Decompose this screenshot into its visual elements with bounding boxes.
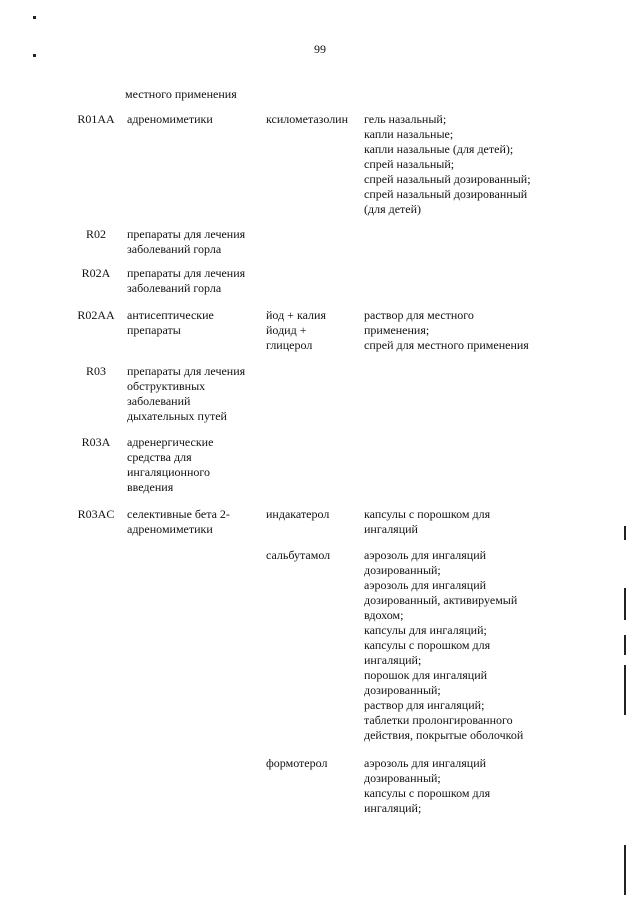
group-line: дыхательных путей [127, 409, 227, 423]
dosage-forms [364, 112, 564, 217]
atc-code: R03AC [77, 507, 115, 521]
form-line: гель назальный; [364, 112, 447, 126]
scan-edge-mark-2 [624, 588, 626, 620]
scan-dot-top [33, 16, 36, 19]
group-name [127, 112, 262, 127]
form-line: спрей назальный дозированный [364, 187, 528, 201]
group-line: средства для [127, 450, 192, 464]
form-line: аэрозоль для ингаляций [364, 756, 487, 770]
group-line: заболеваний [127, 394, 191, 408]
drug-line: йодид + [266, 323, 307, 337]
group-name [127, 266, 262, 296]
form-line: вдохом; [364, 608, 404, 622]
drug-line: йод + калия [266, 308, 326, 322]
group-line: обструктивных [127, 379, 206, 393]
form-line: раствор для ингаляций; [364, 698, 485, 712]
form-line: капсулы с порошком для [364, 786, 491, 800]
drug-line: формотерол [266, 756, 328, 770]
group-line: заболеваний горла [127, 242, 222, 256]
group-line: ингаляционного [127, 465, 211, 479]
form-line: действия, покрытые оболочкой [364, 728, 524, 742]
drug-name [266, 756, 362, 771]
group-name [127, 507, 262, 537]
group-name [127, 308, 262, 338]
group-name [127, 435, 262, 495]
group-line: препараты [127, 323, 181, 337]
atc-code: R03A [81, 435, 111, 449]
form-line: ингаляций [364, 522, 418, 536]
form-line: дозированный; [364, 771, 441, 785]
group-line: адренергические [127, 435, 214, 449]
atc-code: R02AA [77, 308, 115, 322]
drug-line: ксилометазолин [266, 112, 349, 126]
form-line: капли назальные (для детей); [364, 142, 514, 156]
form-line: порошок для ингаляций [364, 668, 488, 682]
form-line: (для детей) [364, 202, 422, 216]
scan-edge-mark-3 [624, 635, 626, 655]
group-line: адреномиметики [127, 112, 213, 126]
group-line: препараты для лечения [127, 364, 246, 378]
group-line: антисептические [127, 308, 214, 322]
dosage-forms [364, 548, 564, 743]
form-line: аэрозоль для ингаляций [364, 578, 487, 592]
drug-name [266, 112, 362, 127]
drug-line: глицерол [266, 338, 313, 352]
atc-code: R02 [85, 227, 106, 241]
form-line: спрей для местного применения [364, 338, 529, 352]
form-line: дозированный; [364, 683, 441, 697]
form-line: капсулы для ингаляций; [364, 623, 487, 637]
form-line: дозированный; [364, 563, 441, 577]
form-line: таблетки пролонгированного [364, 713, 513, 727]
form-line: применения; [364, 323, 430, 337]
group-line: введения [127, 480, 174, 494]
page-number: 99 [314, 42, 326, 56]
form-line: капсулы с порошком для [364, 507, 491, 521]
form-line: дозированный, активируемый [364, 593, 518, 607]
atc-code: R03 [85, 364, 106, 378]
form-line: спрей назальный дозированный; [364, 172, 531, 186]
group-line: селективные бета 2- [127, 507, 230, 521]
dosage-forms [364, 756, 564, 816]
scan-edge-mark-5 [624, 845, 626, 895]
form-line: раствор для местного [364, 308, 474, 322]
drug-line: сальбутамол [266, 548, 331, 562]
drug-name [266, 308, 362, 353]
group-line: препараты для лечения [127, 266, 246, 280]
form-line: капсулы с порошком для [364, 638, 491, 652]
group-line: препараты для лечения [127, 227, 246, 241]
scan-edge-mark-4 [624, 665, 626, 715]
drug-name [266, 548, 362, 563]
scan-edge-mark-1 [624, 526, 626, 540]
atc-code: R01AA [77, 112, 115, 126]
drug-name [266, 507, 362, 522]
group-line: заболеваний горла [127, 281, 222, 295]
group-name [127, 227, 262, 257]
form-line: аэрозоль для ингаляций [364, 548, 487, 562]
form-line: спрей назальный; [364, 157, 455, 171]
dosage-forms [364, 308, 564, 353]
group-name [127, 364, 262, 424]
atc-code: R02A [81, 266, 111, 280]
form-line: капли назальные; [364, 127, 454, 141]
form-line: ингаляций; [364, 653, 422, 667]
dosage-forms [364, 507, 564, 537]
group-line: адреномиметики [127, 522, 213, 536]
form-line: ингаляций; [364, 801, 422, 815]
intro-text: местного применения [125, 87, 237, 101]
drug-line: индакатерол [266, 507, 330, 521]
